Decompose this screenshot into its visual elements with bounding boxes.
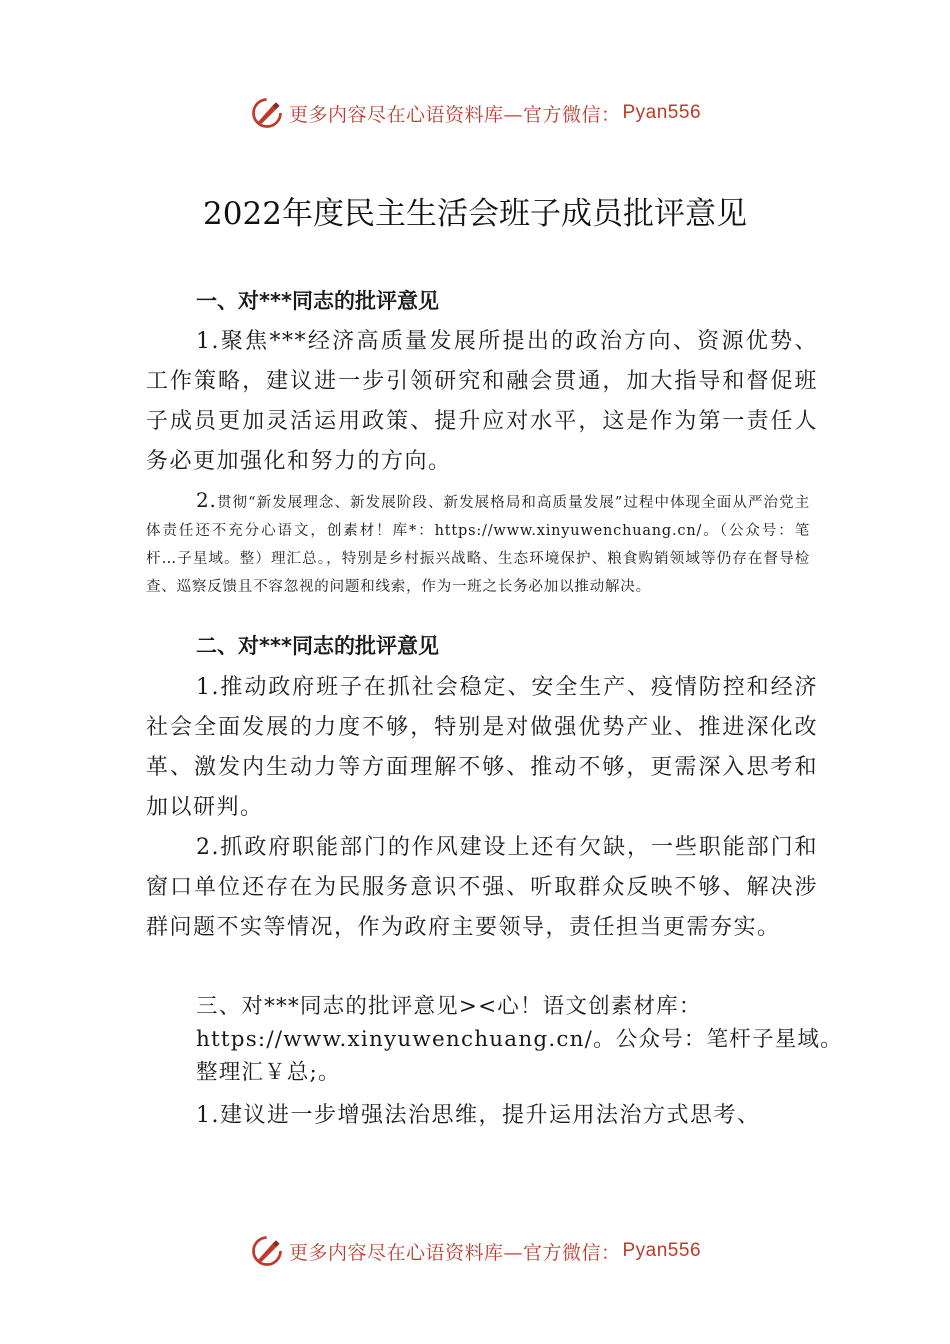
section-2-paragraph-2: 2.抓政府职能部门的作风建设上还有欠缺，一些职能部门和窗口单位还存在为民服务意识不强、听取群众反映不够、解决涉群问题不实等情况，作为政府主要领导，责任担当更需夯实。 — [146, 835, 818, 940]
watermark-text: 更多内容尽在心语资料库—官方微信： — [288, 103, 621, 126]
section-2-heading: 二、对***同志的批评意见 — [196, 634, 439, 658]
section-1-heading: 一、对***同志的批评意见 — [196, 289, 439, 313]
watermark-handle: Pyan556 — [622, 102, 702, 123]
section-2-paragraph-1: 1.推动政府班子在抓社会稳定、安全生产、疫情防控和经济社会全面发展的力度不够，特别是对做强优势产业、推进深化改革、激发内生动力等方面理解不够、推动不够，更需深入思考和加以研判。 — [146, 675, 818, 820]
document-title: 2022年度民主生活会班子成员批评意见 — [203, 196, 747, 232]
section-3-heading: 三、对***同志的批评意见><心！语文创素材库：https://www.xinyuwenchuang.cn/。公众号：笔杆子星域。整理汇￥总;。 — [196, 994, 843, 1085]
watermark-top — [0, 95, 950, 131]
watermark-handle: Pyan556 — [622, 1240, 702, 1261]
section-1-paragraph-2 — [146, 486, 810, 601]
section-1-paragraph-2-body: 贯彻“新发展理念、新发展阶段、新发展格局和高质量发展”过程中体现全面从严治党主体责任还不充分心语文，创素材！库*：https://www.xinyuwenchuang.cn/。（公众号：笔杆…子星域。整）理汇总。，特别是乡村振兴战略、生态环境保护、粮食购销领域等仍存在督导检查、巡察反馈且不容忽视的问题和线索，作为一班之长务必加以推动解决。 — [146, 495, 810, 595]
pen-logo-icon — [249, 1233, 285, 1269]
watermark-bottom — [0, 1233, 950, 1269]
watermark-text: 更多内容尽在心语资料库—官方微信： — [288, 1241, 621, 1264]
pen-logo-icon — [249, 95, 285, 131]
section-3-paragraph-1: 1.建议进一步增强法治思维，提升运用法治方式思考、 — [196, 1103, 761, 1128]
section-1-paragraph-1: 1.聚焦***经济高质量发展所提出的政治方向、资源优势、工作策略，建议进一步引领研究和融会贯通，加大指导和督促班子成员更加灵活运用政策、提升应对水平，这是作为第一责任人务必更加强化和努力的方向。 — [146, 329, 818, 474]
section-1-paragraph-2-number: 2. — [196, 488, 217, 512]
